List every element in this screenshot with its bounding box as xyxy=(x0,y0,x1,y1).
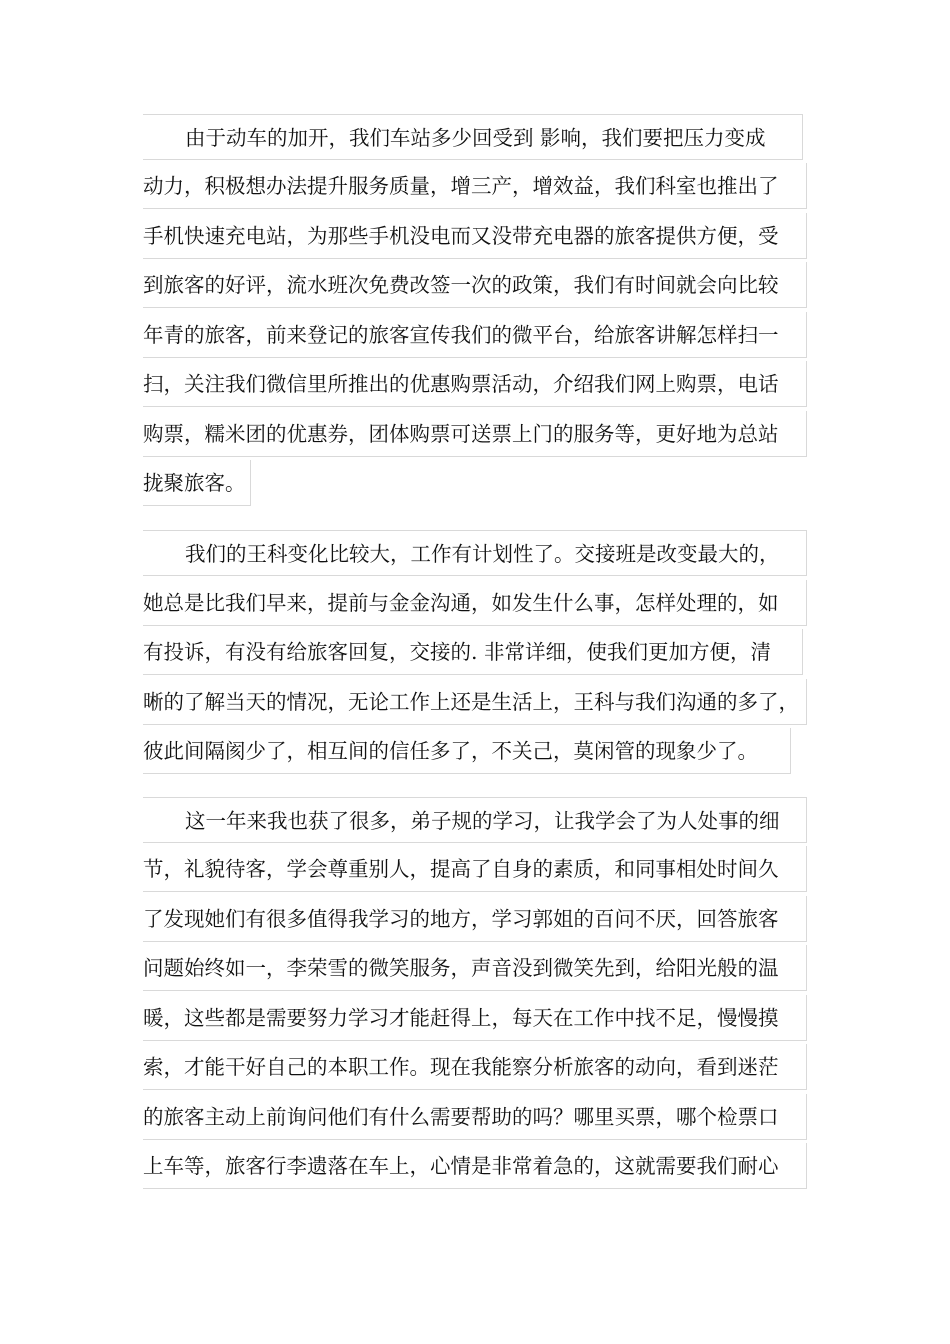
paragraph-3-line-6: 索，才能干好自己的本职工作。现在我能察分析旅客的动向，看到迷茫 xyxy=(143,1044,807,1090)
paragraph-3-line-4: 问题始终如一，李荣雪的微笑服务，声音没到微笑先到，给阳光般的温 xyxy=(143,945,807,991)
paragraph-3-line-8: 上车等，旅客行李遗落在车上，心情是非常着急的，这就需要我们耐心 xyxy=(143,1143,807,1189)
paragraph-1-line-6: 扫，关注我们微信里所推出的优惠购票活动，介绍我们网上购票，电话 xyxy=(143,361,807,407)
paragraph-2-line-3: 有投诉，有没有给旅客回复，交接的. 非常详细，使我们更加方便，清 xyxy=(143,629,803,675)
paragraph-2-line-2: 她总是比我们早来，提前与金金沟通，如发生什么事，怎样处理的，如 xyxy=(143,580,807,626)
paragraph-2-line-1: 我们的王科变化比较大，工作有计划性了。交接班是改变最大的， xyxy=(143,530,807,576)
paragraph-1-line-5: 年青的旅客，前来登记的旅客宣传我们的微平台，给旅客讲解怎样扫一 xyxy=(143,312,807,358)
paragraph-3-line-2: 节，礼貌待客，学会尊重别人，提高了自身的素质，和同事相处时间久 xyxy=(143,846,807,892)
paragraph-1-line-1: 由于动车的加开，我们车站多少回受到 影响，我们要把压力变成 xyxy=(143,114,803,160)
paragraph-1-line-2: 动力，积极想办法提升服务质量，增三产，增效益，我们科室也推出了 xyxy=(143,163,807,209)
paragraph-3-line-5: 暖，这些都是需要努力学习才能赶得上，每天在工作中找不足，慢慢摸 xyxy=(143,995,807,1041)
paragraph-2-line-5: 彼此间隔阂少了，相互间的信任多了，不关己，莫闲管的现象少了。 xyxy=(143,728,791,774)
paragraph-1-line-8: 拢聚旅客。 xyxy=(143,460,251,506)
paragraph-2-line-4: 晰的了解当天的情况，无论工作上还是生活上，王科与我们沟通的多了， xyxy=(143,679,807,725)
paragraph-3-line-3: 了发现她们有很多值得我学习的地方，学习郭姐的百问不厌，回答旅客 xyxy=(143,896,807,942)
paragraph-3-line-1: 这一年来我也获了很多，弟子规的学习，让我学会了为人处事的细 xyxy=(143,797,807,843)
paragraph-1-line-3: 手机快速充电站，为那些手机没电而又没带充电器的旅客提供方便，受 xyxy=(143,213,807,259)
paragraph-3-line-7: 的旅客主动上前询问他们有什么需要帮助的吗？哪里买票，哪个检票口 xyxy=(143,1094,807,1140)
paragraph-1-line-4: 到旅客的好评，流水班次免费改签一次的政策，我们有时间就会向比较 xyxy=(143,262,807,308)
paragraph-1-line-7: 购票，糯米团的优惠券，团体购票可送票上门的服务等，更好地为总站 xyxy=(143,411,807,457)
